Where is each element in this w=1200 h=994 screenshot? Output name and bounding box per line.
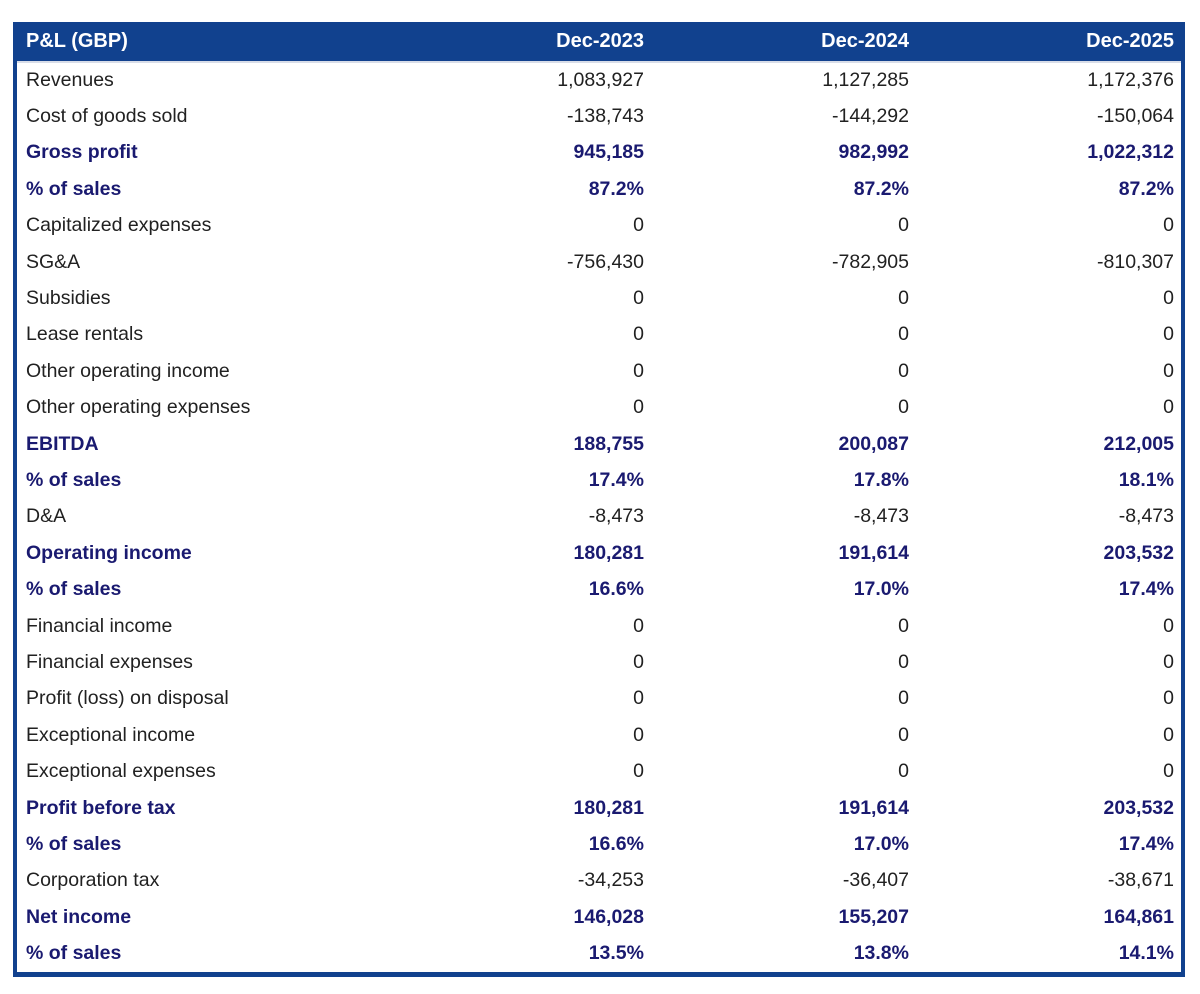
row-value: -8,473 (651, 499, 916, 535)
row-label: Financial income (17, 608, 386, 644)
row-value: 16.6% (386, 571, 651, 607)
row-value: 0 (651, 353, 916, 389)
table-row (17, 426, 1181, 462)
row-value: -782,905 (651, 244, 916, 280)
row-label: Revenues (17, 62, 386, 98)
row-value: 0 (916, 390, 1181, 426)
row-value: -8,473 (916, 499, 1181, 535)
table-row (17, 535, 1181, 571)
row-label: Subsidies (17, 280, 386, 316)
row-value: 17.4% (386, 462, 651, 498)
row-value: 0 (916, 644, 1181, 680)
row-label: % of sales (17, 571, 386, 607)
row-label: Corporation tax (17, 863, 386, 899)
row-value: 17.0% (651, 571, 916, 607)
row-value: 14.1% (916, 935, 1181, 971)
table-row (17, 899, 1181, 935)
row-label: Profit (loss) on disposal (17, 681, 386, 717)
row-value: -150,064 (916, 98, 1181, 134)
row-value: -138,743 (386, 98, 651, 134)
row-value: 0 (651, 717, 916, 753)
table-row (17, 317, 1181, 353)
row-value: 191,614 (651, 790, 916, 826)
row-value: -144,292 (651, 98, 916, 134)
row-label: Capitalized expenses (17, 208, 386, 244)
table-row (17, 171, 1181, 207)
row-value: 203,532 (916, 535, 1181, 571)
row-label: % of sales (17, 826, 386, 862)
row-label: Cost of goods sold (17, 98, 386, 134)
row-label: Gross profit (17, 135, 386, 171)
row-label: EBITDA (17, 426, 386, 462)
table-title: P&L (GBP) (17, 22, 386, 62)
row-value: 0 (386, 608, 651, 644)
row-value: 0 (386, 753, 651, 789)
row-value: 0 (916, 353, 1181, 389)
row-value: 18.1% (916, 462, 1181, 498)
row-value: 188,755 (386, 426, 651, 462)
row-value: 0 (916, 681, 1181, 717)
table-row (17, 571, 1181, 607)
pl-table-container (13, 22, 1185, 977)
row-label: Other operating income (17, 353, 386, 389)
row-value: -810,307 (916, 244, 1181, 280)
row-value: 0 (386, 353, 651, 389)
table-row (17, 644, 1181, 680)
row-value: 203,532 (916, 790, 1181, 826)
row-value: -36,407 (651, 863, 916, 899)
row-value: 146,028 (386, 899, 651, 935)
row-value: 1,022,312 (916, 135, 1181, 171)
row-value: 200,087 (651, 426, 916, 462)
row-value: 0 (651, 608, 916, 644)
row-value: 0 (916, 317, 1181, 353)
row-value: 0 (651, 208, 916, 244)
row-value: 0 (386, 280, 651, 316)
row-value: 87.2% (651, 171, 916, 207)
row-label: % of sales (17, 935, 386, 971)
row-label: Exceptional income (17, 717, 386, 753)
row-label: SG&A (17, 244, 386, 280)
row-label: Other operating expenses (17, 390, 386, 426)
table-row (17, 717, 1181, 753)
row-value: 212,005 (916, 426, 1181, 462)
row-value: 1,172,376 (916, 62, 1181, 98)
row-label: Profit before tax (17, 790, 386, 826)
row-value: -34,253 (386, 863, 651, 899)
row-value: 17.8% (651, 462, 916, 498)
table-row (17, 280, 1181, 316)
table-row (17, 462, 1181, 498)
row-label: % of sales (17, 462, 386, 498)
row-value: 0 (386, 644, 651, 680)
table-row (17, 208, 1181, 244)
row-value: 0 (386, 390, 651, 426)
row-value: 180,281 (386, 790, 651, 826)
row-value: 0 (916, 208, 1181, 244)
row-value: 0 (651, 681, 916, 717)
row-label: % of sales (17, 171, 386, 207)
row-value: 0 (386, 208, 651, 244)
row-value: 0 (916, 608, 1181, 644)
row-value: 180,281 (386, 535, 651, 571)
row-label: Operating income (17, 535, 386, 571)
table-row (17, 499, 1181, 535)
row-value: 87.2% (916, 171, 1181, 207)
column-header-dec-2025: Dec-2025 (916, 22, 1181, 62)
row-value: 0 (651, 753, 916, 789)
row-value: 164,861 (916, 899, 1181, 935)
row-value: 0 (651, 390, 916, 426)
row-label: Financial expenses (17, 644, 386, 680)
row-label: Lease rentals (17, 317, 386, 353)
table-row (17, 62, 1181, 98)
row-value: -8,473 (386, 499, 651, 535)
column-header-dec-2024: Dec-2024 (651, 22, 916, 62)
row-value: 0 (916, 717, 1181, 753)
row-value: 0 (386, 681, 651, 717)
row-value: -38,671 (916, 863, 1181, 899)
row-label: Net income (17, 899, 386, 935)
row-value: 0 (386, 317, 651, 353)
table-row (17, 826, 1181, 862)
column-header-dec-2023: Dec-2023 (386, 22, 651, 62)
row-value: 0 (651, 317, 916, 353)
header-row (17, 22, 1181, 62)
table-row (17, 935, 1181, 971)
row-value: 17.4% (916, 571, 1181, 607)
table-row (17, 353, 1181, 389)
table-row (17, 135, 1181, 171)
pl-table-header (17, 22, 1181, 62)
table-row (17, 608, 1181, 644)
table-row (17, 863, 1181, 899)
row-value: 0 (386, 717, 651, 753)
row-value: 13.8% (651, 935, 916, 971)
row-value: 13.5% (386, 935, 651, 971)
table-row (17, 98, 1181, 134)
row-value: 0 (916, 753, 1181, 789)
table-row (17, 790, 1181, 826)
table-row (17, 681, 1181, 717)
table-row (17, 753, 1181, 789)
table-row (17, 390, 1181, 426)
row-value: 0 (916, 280, 1181, 316)
row-value: 945,185 (386, 135, 651, 171)
row-value: 0 (651, 280, 916, 316)
row-value: 1,127,285 (651, 62, 916, 98)
pl-table (17, 22, 1181, 972)
row-value: 1,083,927 (386, 62, 651, 98)
pl-table-body (17, 62, 1181, 972)
row-value: 17.4% (916, 826, 1181, 862)
row-value: -756,430 (386, 244, 651, 280)
row-value: 0 (651, 644, 916, 680)
row-label: D&A (17, 499, 386, 535)
row-label: Exceptional expenses (17, 753, 386, 789)
row-value: 87.2% (386, 171, 651, 207)
row-value: 155,207 (651, 899, 916, 935)
row-value: 982,992 (651, 135, 916, 171)
row-value: 191,614 (651, 535, 916, 571)
table-row (17, 244, 1181, 280)
row-value: 17.0% (651, 826, 916, 862)
row-value: 16.6% (386, 826, 651, 862)
